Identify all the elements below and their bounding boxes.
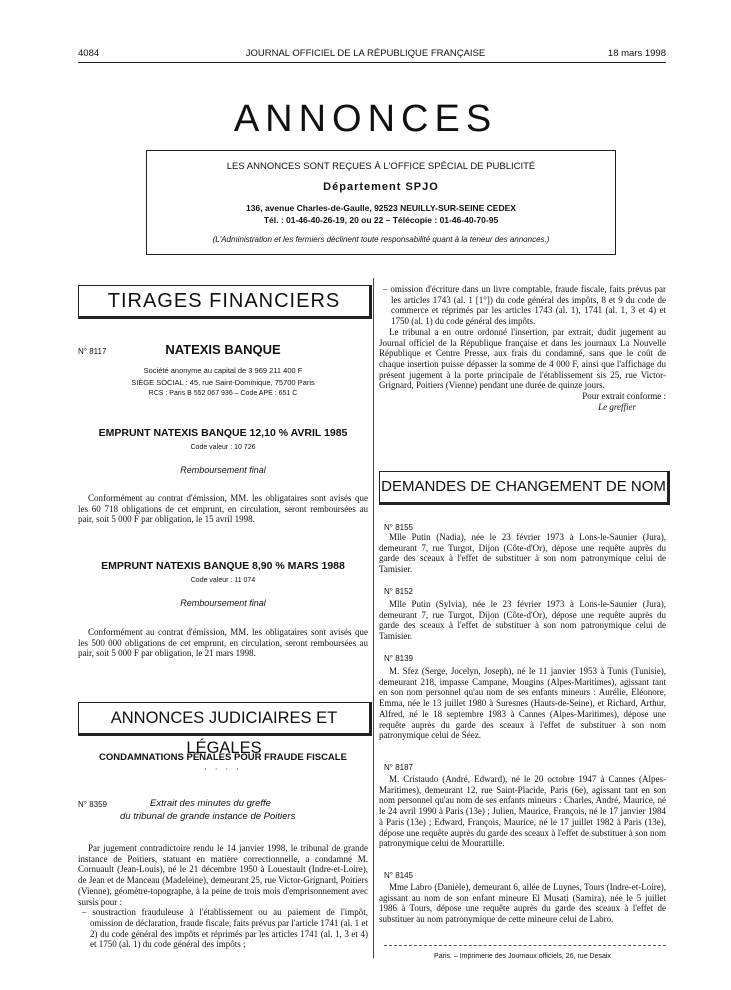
judiciaires-heading-box bbox=[78, 702, 372, 757]
judiciaires-heading: ANNONCES JUDICIAIRES ET LÉGALES bbox=[110, 709, 338, 757]
info-box bbox=[146, 150, 616, 255]
separator-dots: · · · · bbox=[204, 765, 242, 774]
signature-line2: Le greffier bbox=[598, 401, 636, 412]
fraude-subheading: CONDAMNATIONS PÉNALES POUR FRAUDE FISCALE bbox=[99, 752, 347, 763]
signature-line1: Pour extrait conforme : bbox=[582, 391, 666, 402]
footer-rule bbox=[384, 945, 666, 946]
journal-title: JOURNAL OFFICIEL DE LA RÉPUBLIQUE FRANÇAISE bbox=[245, 48, 486, 59]
judgment-paragraph: Par jugement contradictoire rendu le 14 janvier 1998, le tribunal de grande instance de Poitiers, statuant en matière correctionnelle, a condamné M. Cornuault (Jean-Louis), né le 21 décembre 1950 à Louestault (Indre-et-Loire), de Jean et de Manceau (Madeleine), demeurant 25, rue Victor-Grignard, Poitiers (Vienne), géomètre-topographe, à la peine de trois mois d'emprisonnement avec sursis pour : bbox=[78, 843, 368, 907]
loan2-text bbox=[78, 627, 368, 659]
name-change-entry bbox=[379, 666, 666, 741]
name-change-entry bbox=[379, 882, 666, 925]
judgment-text bbox=[78, 843, 368, 950]
name-change-entry bbox=[379, 599, 666, 642]
notice-number: N° 8139 bbox=[384, 654, 413, 663]
notice-number: N° 8152 bbox=[384, 587, 413, 596]
loan1-title: EMPRUNT NATEXIS BANQUE 12,10 % AVRIL 1985 bbox=[98, 427, 348, 439]
judgment-continuation bbox=[379, 284, 666, 412]
name-change-entry bbox=[379, 774, 666, 849]
notice-number: N° 8187 bbox=[384, 763, 413, 772]
notice-number: N° 8117 bbox=[78, 347, 107, 356]
info-address: 136, avenue Charles-de-Gaulle, 92523 NEUILLY-SUR-SEINE CEDEX bbox=[246, 203, 516, 213]
info-line: LES ANNONCES SONT REÇUES À L'OFFICE SPÉCIAL DE PUBLICITÉ bbox=[226, 161, 536, 172]
page-title: ANNONCES bbox=[233, 98, 498, 140]
demandes-heading-box bbox=[379, 471, 670, 505]
extrait-line1: Extrait des minutes du greffe bbox=[150, 798, 271, 809]
notice-number: N° 8145 bbox=[384, 871, 413, 880]
company-rcs: RCS : Paris B 552 067 936 – Code APE : 651 C bbox=[148, 390, 298, 397]
name-change-entry bbox=[379, 532, 666, 575]
name-change-text: Mlle Putin (Sylvia), née le 23 février 1973 à Lons-le-Saunier (Jura), demeurant 7, rue Turgot, Dijon (Côte-d'Or), dépose une requête auprès du garde des sceaux à l'effet de substituer à son nom patronymique celui de Tamisier. bbox=[379, 599, 666, 642]
loan2-title: EMPRUNT NATEXIS BANQUE 8,90 % MARS 1988 bbox=[101, 560, 345, 572]
loan2-subtitle: Remboursement final bbox=[180, 598, 266, 608]
notice-number: N° 8359 bbox=[78, 800, 107, 809]
demandes-heading: DEMANDES DE CHANGEMENT DE NOM bbox=[381, 478, 666, 495]
info-disclaimer: (L'Administration et les fermiers déclinent toute responsabilité quant à la teneur des annonces.) bbox=[212, 235, 550, 244]
column-divider bbox=[373, 278, 374, 958]
extrait-line2: du tribunal de grande instance de Poitiers bbox=[120, 811, 296, 822]
insertion-paragraph: Le tribunal a en outre ordonné l'insertion, par extrait, dudit jugement au Journal officiel de la République française et dans les journaux La Nouvelle République et Centre Presse, aux frais du condamné, sans que le coût de chaque insertion puisse dépasser la somme de 4 000 F, ainsi que l'affichage du présent jugement à la porte principale de l'établissement sis 25, rue Victor-Grignard, Poitiers (Vienne) pendant une durée de quinze jours. bbox=[379, 326, 666, 391]
name-change-text: M. Cristaudo (André, Edward), né le 20 octobre 1947 à Cannes (Alpes-Maritimes), demeurant 12, rue Saint-Placide, Paris (6e), agissant tant en son nom personnel qu'au nom de ses enfants mineurs : Charles, André, Maurice, né le 24 avril 1990 à Paris (13e) ; Julien, Maurice, François, né le 17 janvier 1984 à Paris (13e) ; Edward, François, Maurice, né le 17 juillet 1982 à Paris (13e), dépose une requête auprès du garde des sceaux à l'effet de substituer à son nom patronymique celui de Mourattille. bbox=[379, 774, 666, 849]
issue-date: 18 mars 1998 bbox=[607, 48, 666, 59]
loan1-paragraph: Conformément au contrat d'émission, MM. les obligataires sont avisés que les 60 718 obligations de cet emprunt, en circulation, seront remboursées au pair, soit 5 000 F par obligation, le 15 avril 1998. bbox=[78, 493, 368, 525]
name-change-text: Mlle Putin (Nadia), née le 23 février 1973 à Lons-le-Saunier (Jura), demeurant 7, rue Turgot, Dijon (Côte-d'Or), dépose une requête auprès du garde des sceaux à l'effet de substituer à son nom patronymique celui de Tamisier. bbox=[379, 532, 666, 575]
name-change-text: M. Sfez (Serge, Jocelyn, Joseph), né le 11 janvier 1953 à Tunis (Tunisie), demeurant 218, impasse Campane, Mougins (Alpes-Maritimes), agissant tant en son nom personnel qu'au nom de ses enfants mineurs : Aurélie, Eléonore, Emma, née le 13 juillet 1980 à Suresnes (Hauts-de-Seine), et Richard, Arthur, Alfred, né le 18 septembre 1983 à Cannes (Alpes-Maritimes), dépose une requête auprès du garde des sceaux à l'effet de substituer à son nom patronymique celui de Séez. bbox=[379, 666, 666, 741]
header-rule bbox=[78, 62, 666, 63]
printer-footer: Paris. – Imprimerie des Journaux officiels, 26, rue Desaix bbox=[434, 953, 611, 960]
company-name: NATEXIS BANQUE bbox=[165, 342, 281, 357]
offence-item: – soustraction frauduleuse à l'établissement ou au paiement de l'impôt, omission de déclaration, fraude fiscale, faits prévus par l'article 1741 (al. 1 et 2) du code général des impôts et réprimés par les articles 1741 (al. 1, 3 et 4) et 1750 (al. 1) du code général des impôts ; bbox=[90, 907, 368, 950]
tirages-heading: TIRAGES FINANCIERS bbox=[107, 290, 341, 312]
tirages-heading-box bbox=[78, 285, 372, 319]
company-siege: SIÈGE SOCIAL : 45, rue Saint-Dominique, 75700 Paris bbox=[131, 378, 315, 387]
page-number: 4084 bbox=[78, 48, 100, 59]
loan1-text bbox=[78, 493, 368, 525]
info-department: Département SPJO bbox=[323, 181, 439, 193]
offence-item: – omission d'écriture dans un livre comptable, fraude fiscale, faits prévus par les articles 1743 (al. 1 [1°]) du code général des impôts, 8 et 9 du code de commerce et réprimés par les articles 1743 (al. 1), 1741 (al. 1, 3 et 4) et 1750 (al. 1) du code général des impôts. bbox=[391, 284, 666, 327]
loan1-subtitle: Remboursement final bbox=[180, 465, 266, 475]
notice-number: N° 8155 bbox=[384, 523, 413, 532]
company-capital: Société anonyme au capital de 3 969 211 400 F bbox=[143, 366, 303, 375]
loan1-code: Code valeur : 10 726 bbox=[190, 444, 256, 451]
loan2-code: Code valeur : 11 074 bbox=[190, 577, 256, 584]
name-change-text: Mme Labro (Danièle), demeurant 6, allée de Luynes, Tours (Indre-et-Loire), agissant au nom de son enfant mineure El Musati (Samira), née le 5 juillet 1986 à Tours, dépose une requête auprès du garde des sceaux à l'effet de substituer au nom patronymique de cette mineure celui de Labro. bbox=[379, 882, 666, 925]
info-phone: Tél. : 01-46-40-26-19, 20 ou 22 – Télécopie : 01-46-40-70-95 bbox=[263, 215, 499, 225]
loan2-paragraph: Conformément au contrat d'émission, MM. les obligataires sont avisés que les 500 000 obligations de cet emprunt, en circulation, seront remboursées au pair, soit 5 000 F par obligation, le 21 mars 1998. bbox=[78, 627, 368, 659]
